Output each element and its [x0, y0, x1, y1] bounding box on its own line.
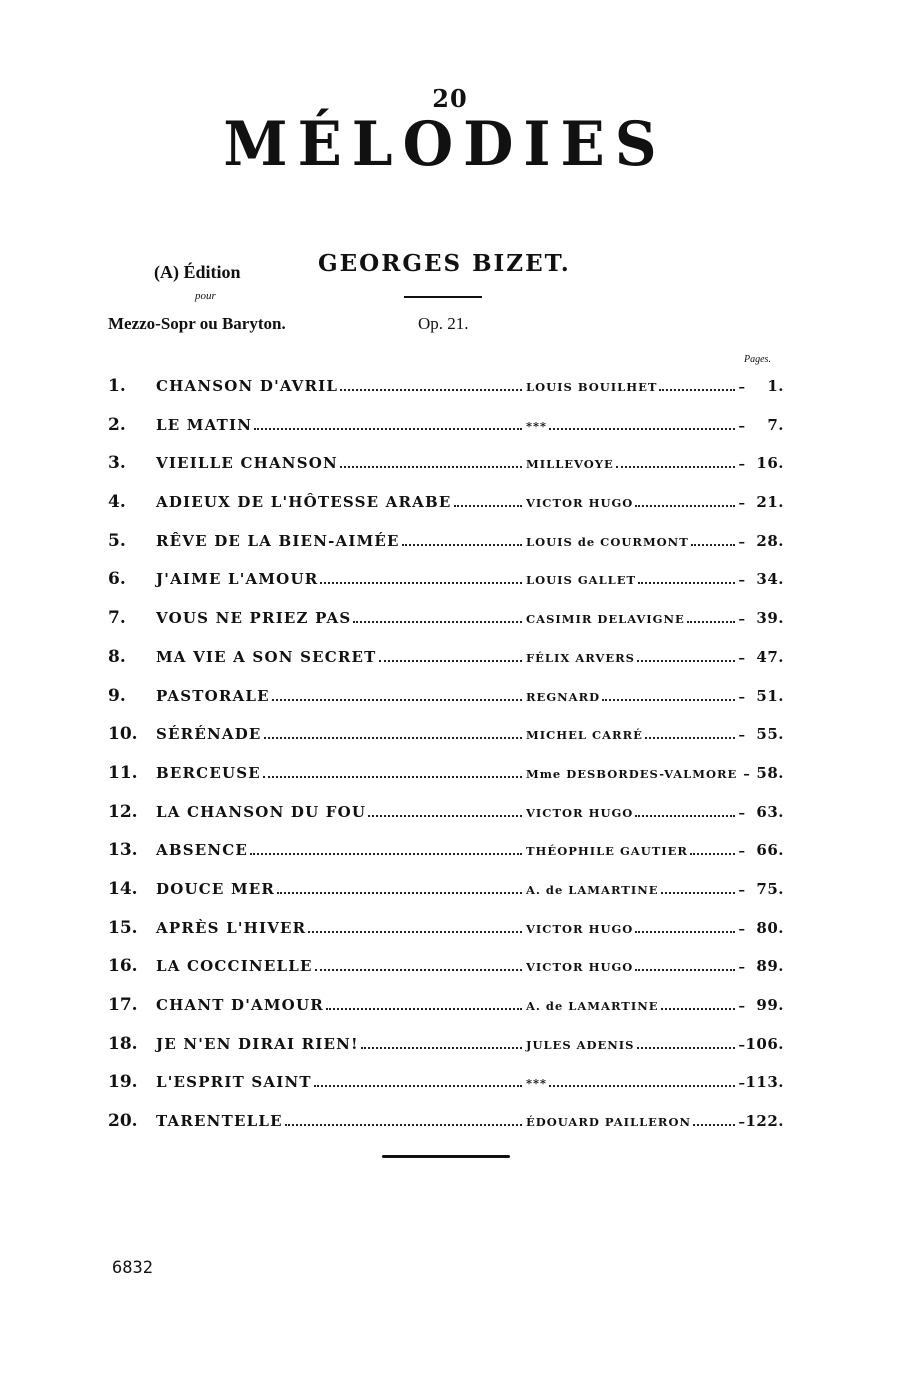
toc-leader-dots [659, 388, 734, 391]
toc-row [104, 411, 794, 450]
toc-song-title: APRÈS L'HIVER [156, 918, 307, 937]
toc-number: 6. [108, 569, 126, 590]
toc-row [104, 682, 794, 721]
toc-poet-name: LOUIS GALLET [526, 573, 637, 588]
toc-leader-dots [616, 465, 735, 468]
toc-song-title: LE MATIN [156, 415, 253, 434]
toc-page-number: 122. [745, 1112, 784, 1131]
toc-leader-dots [315, 968, 522, 971]
toc-leader-dots [635, 814, 734, 817]
plate-number: 6832 [112, 1258, 153, 1278]
toc-page-number: 7. [767, 415, 784, 434]
toc-song [156, 377, 524, 395]
toc-leader-dots [549, 1084, 734, 1087]
toc-leader-dots [314, 1084, 522, 1087]
toc-poet [526, 612, 746, 627]
edition-label: (A) Édition [154, 262, 241, 282]
toc-page-number: 63. [756, 802, 784, 821]
toc-leader-dots [353, 620, 522, 623]
toc-leader-dots [637, 1046, 735, 1049]
toc-number: 19. [108, 1072, 138, 1093]
toc-poet [526, 380, 746, 395]
toc-poet-name: Mme DESBORDES-VALMORE [526, 766, 738, 781]
toc-poet-name: FÉLIX ARVERS [526, 650, 635, 665]
toc-page-number: 113. [745, 1073, 784, 1092]
toc-dash: – [738, 1076, 746, 1092]
toc-page-number: 75. [756, 879, 784, 898]
toc-page-number: 34. [756, 570, 784, 589]
toc-leader-dots [308, 930, 522, 933]
toc-poet-name: *** [526, 1076, 548, 1091]
toc-leader-dots [637, 659, 735, 662]
toc-song-title: CHANSON D'AVRIL [156, 377, 339, 395]
toc-song [156, 957, 524, 975]
toc-dash: – [738, 612, 746, 628]
toc-leader-dots [645, 736, 735, 739]
toc-song [156, 880, 524, 898]
toc-poet [526, 419, 746, 434]
toc-poet [526, 690, 746, 705]
toc-row [104, 759, 794, 798]
toc-leader-dots [285, 1123, 522, 1126]
toc-song-title: JE N'EN DIRAI RIEN! [156, 1034, 359, 1053]
toc-song-title: VOUS NE PRIEZ PAS [156, 609, 352, 628]
toc-row [104, 798, 794, 837]
toc-poet-name: VICTOR HUGO [526, 921, 634, 936]
toc-dash: – [743, 766, 751, 782]
toc-row [104, 643, 794, 682]
toc-song-title: PASTORALE [156, 686, 270, 705]
toc-dash: – [738, 380, 746, 395]
toc-dash: – [738, 457, 746, 473]
toc-song-title: VIEILLE CHANSON [156, 454, 338, 473]
toc-poet-name: MICHEL CARRÉ [526, 728, 643, 743]
toc-number: 9. [108, 685, 126, 706]
toc-song-title: TARENTELLE [156, 1112, 283, 1131]
toc-leader-dots [635, 930, 734, 933]
toc-number: 1. [108, 376, 126, 396]
toc-page-number: 55. [756, 725, 784, 744]
toc-dash: – [738, 921, 746, 937]
toc-leader-dots [693, 1123, 734, 1126]
toc-dash: – [738, 418, 746, 434]
toc-row [104, 991, 794, 1030]
toc-dash: – [738, 960, 746, 976]
toc-poet-name: VICTOR HUGO [526, 805, 634, 820]
toc-song-title: BERCEUSE [156, 763, 261, 782]
toc-song [156, 532, 524, 550]
toc-row [104, 565, 794, 604]
toc-leader-dots [635, 968, 734, 971]
toc-song [156, 1112, 524, 1130]
toc-song-title: J'AIME L'AMOUR [156, 570, 319, 589]
toc-page-number: 47. [756, 647, 784, 666]
toc-row [104, 488, 794, 527]
toc-row [104, 1068, 794, 1107]
opus-number: Op. 21. [418, 314, 469, 333]
toc-number: 4. [108, 492, 126, 513]
toc-leader-dots [635, 504, 734, 507]
toc-poet [526, 960, 746, 975]
toc-poet-name: CASIMIR DELAVIGNE [526, 612, 685, 627]
toc-poet-name: ÉDOUARD PAILLERON [526, 1115, 692, 1130]
toc-song [156, 609, 524, 627]
toc-song [156, 725, 524, 743]
toc-leader-dots [638, 581, 734, 584]
toc-poet [526, 496, 746, 511]
toc-page-number: 39. [756, 609, 784, 628]
toc-poet-name: THÉOPHILE GAUTIER [526, 844, 688, 859]
toc-dash: – [738, 534, 746, 550]
toc-dash: – [738, 1037, 746, 1053]
composer-divider [404, 296, 482, 298]
toc-song-title: LA COCCINELLE [156, 957, 313, 976]
toc-dash: – [738, 844, 746, 860]
toc-song-title: RÊVE DE LA BIEN-AIMÉE [156, 531, 400, 550]
toc-song [156, 764, 524, 782]
toc-leader-dots [549, 427, 734, 430]
toc-number: 20. [108, 1111, 138, 1132]
toc-page-number: 28. [756, 531, 784, 550]
toc-poet-name: MILLEVOYE [526, 457, 614, 472]
toc-song-title: ABSENCE [156, 841, 249, 860]
toc-poet [526, 999, 746, 1014]
pages-column-header: Pages. [744, 354, 771, 365]
toc-song-title: LA CHANSON DU FOU [156, 802, 367, 821]
toc-row [104, 836, 794, 875]
toc-poet-name: *** [526, 418, 548, 433]
toc-dash: – [738, 999, 746, 1014]
toc-poet [526, 1115, 746, 1130]
toc-dash: – [738, 805, 746, 821]
toc-poet-name: LOUIS de COURMONT [526, 534, 689, 549]
toc-leader-dots [340, 465, 522, 468]
toc-row [104, 952, 794, 991]
composer-name: GEORGES BIZET. [318, 250, 571, 277]
toc-song [156, 416, 524, 434]
toc-leader-dots [361, 1046, 522, 1049]
toc-page-number: 21. [756, 493, 784, 512]
toc-poet [526, 728, 746, 743]
toc-poet-name: LOUIS BOUILHET [526, 380, 658, 394]
toc-song-title: CHANT D'AMOUR [156, 996, 324, 1014]
toc-row [104, 1107, 794, 1146]
toc-dash: – [738, 728, 746, 744]
toc-number: 2. [108, 414, 126, 435]
toc-poet [526, 457, 746, 472]
toc-song [156, 919, 524, 937]
toc-page-number: 58. [756, 763, 784, 782]
toc-leader-dots [402, 543, 522, 546]
toc-dash: – [738, 496, 746, 512]
toc-leader-dots [320, 581, 522, 584]
toc-number: 7. [108, 608, 126, 629]
bottom-divider [382, 1155, 510, 1158]
toc-page-number: 80. [756, 918, 784, 937]
toc-dash: – [738, 689, 746, 705]
toc-number: 11. [108, 762, 138, 783]
toc-poet [526, 883, 746, 898]
toc-leader-dots [379, 659, 522, 662]
toc-song [156, 996, 524, 1014]
toc-poet [526, 922, 746, 937]
toc-number: 18. [108, 1033, 138, 1054]
toc-page-number: 66. [756, 841, 784, 860]
toc-leader-dots [368, 814, 522, 817]
toc-dash: – [738, 1115, 746, 1131]
toc-number: 13. [108, 840, 138, 861]
toc-leader-dots [687, 620, 735, 623]
toc-row [104, 1030, 794, 1069]
toc-page-number: 16. [756, 454, 784, 473]
toc-number: 12. [108, 801, 138, 822]
toc-poet-name: JULES ADENIS [526, 1037, 635, 1052]
collection-count: 20 [432, 84, 468, 113]
toc-number: 17. [108, 995, 138, 1015]
edition-pour-label: pour [195, 290, 216, 302]
toc-song-title: DOUCE MER [156, 879, 276, 898]
table-of-contents [104, 372, 794, 1146]
toc-number: 8. [108, 646, 126, 667]
toc-song [156, 454, 524, 472]
toc-number: 5. [108, 530, 126, 551]
toc-row [104, 527, 794, 566]
toc-leader-dots [263, 775, 522, 778]
toc-leader-dots [690, 852, 735, 855]
toc-page-number: 89. [756, 957, 784, 976]
toc-dash: – [738, 573, 746, 589]
toc-song [156, 1035, 524, 1053]
toc-row [104, 720, 794, 759]
toc-song-title: SÉRÉNADE [156, 725, 262, 744]
toc-leader-dots [661, 891, 735, 894]
toc-dash: – [738, 882, 746, 898]
toc-page-number: 106. [745, 1034, 784, 1053]
toc-poet [526, 1038, 746, 1053]
toc-song [156, 841, 524, 859]
toc-leader-dots [250, 852, 522, 855]
toc-number: 3. [108, 453, 126, 474]
toc-poet [526, 1076, 746, 1091]
page-title: MÉLODIES [223, 108, 667, 180]
toc-poet-name: VICTOR HUGO [526, 496, 634, 511]
toc-poet [526, 651, 746, 666]
toc-song [156, 687, 524, 705]
toc-leader-dots [264, 736, 522, 739]
toc-number: 14. [108, 878, 138, 899]
toc-poet [526, 844, 746, 859]
toc-song-title: L'ESPRIT SAINT [156, 1073, 312, 1092]
toc-leader-dots [691, 543, 735, 546]
toc-leader-dots [272, 698, 522, 701]
toc-poet [526, 806, 746, 821]
toc-number: 16. [108, 956, 138, 977]
toc-dash: – [738, 650, 746, 666]
toc-song [156, 570, 524, 588]
toc-song [156, 493, 524, 511]
toc-number: 15. [108, 917, 138, 938]
toc-poet-name: A. de LAMARTINE [526, 999, 659, 1013]
toc-row [104, 449, 794, 488]
toc-row [104, 372, 794, 411]
toc-row [104, 914, 794, 953]
toc-page-number: 51. [756, 686, 784, 705]
toc-row [104, 604, 794, 643]
toc-song-title: ADIEUX DE L'HÔTESSE ARABE [156, 493, 452, 512]
toc-row [104, 875, 794, 914]
voice-type-label: Mezzo-Sopr ou Baryton. [108, 314, 286, 333]
toc-leader-dots [602, 698, 734, 701]
toc-song-title: MA VIE A SON SECRET [156, 647, 377, 666]
toc-song [156, 803, 524, 821]
toc-poet-name: A. de LAMARTINE [526, 882, 659, 897]
toc-poet-name: VICTOR HUGO [526, 960, 634, 975]
toc-page-number: 99. [756, 996, 784, 1014]
toc-song [156, 1073, 524, 1091]
toc-poet [526, 535, 746, 550]
toc-number: 10. [108, 724, 138, 745]
toc-leader-dots [326, 1007, 522, 1010]
toc-leader-dots [254, 427, 522, 430]
toc-page-number: 1. [767, 377, 784, 395]
toc-poet [526, 573, 746, 588]
toc-poet-name: REGNARD [526, 689, 601, 704]
toc-leader-dots [277, 891, 522, 894]
toc-leader-dots [454, 504, 522, 507]
toc-leader-dots [340, 388, 522, 391]
toc-song [156, 648, 524, 666]
toc-leader-dots [661, 1007, 735, 1010]
toc-poet [526, 766, 751, 782]
